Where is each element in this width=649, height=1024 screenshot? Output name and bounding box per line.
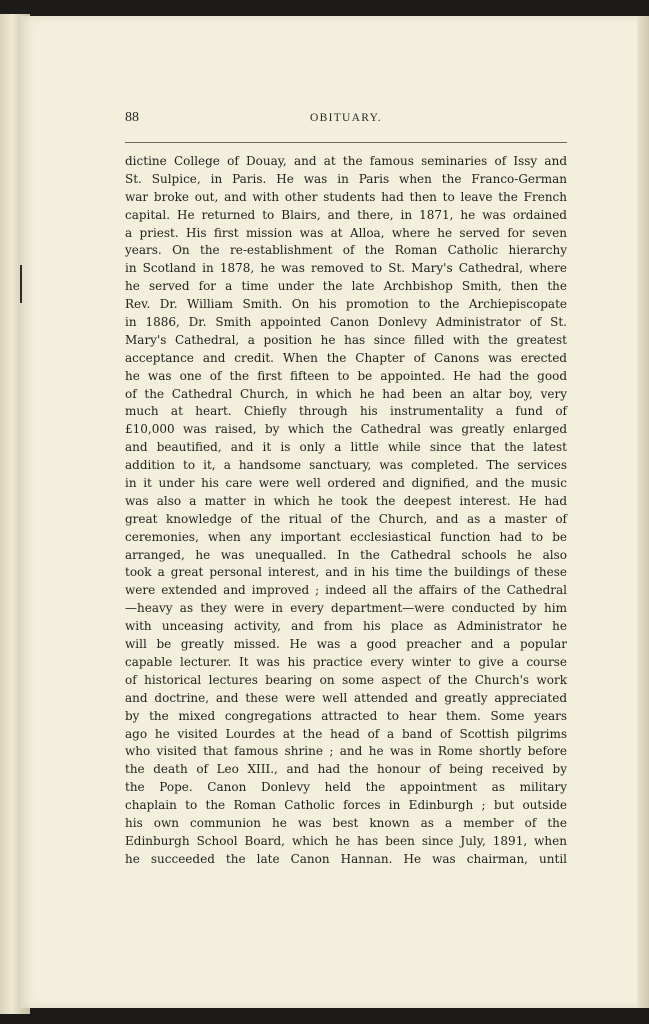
text-line: Rev. Dr. William Smith. On his promotion to the Archiepiscopate [125,297,567,312]
text-line: the death of Leo XIII., and had the honour of being received by [125,762,567,777]
text-line: took a great personal interest, and in his time the buildings of these [125,565,567,580]
text-line: capital. He returned to Blairs, and there, in 1871, he was ordained [125,207,567,222]
text-line: acceptance and credit. When the Chapter of Canons was erected [125,350,567,365]
text-line: ceremonies, when any important ecclesiastical function had to be [125,529,567,544]
text-line: will be greatly missed. He was a good preacher and a popular [125,637,567,652]
text-line: the Pope. Canon Donlevy held the appointment as military [125,780,567,795]
text-line: Mary's Cathedral, a position he has since filled with the greatest [125,332,567,347]
text-line: arranged, he was unequalled. In the Cathedral schools he also [125,547,567,562]
text-line: dictine College of Douay, and at the famous seminaries of Issy and [125,154,567,168]
text-line: addition to it, a handsome sanctuary, was completed. The services [125,458,567,473]
text-line: ago he visited Lourdes at the head of a band of Scottish pilgrims [125,726,567,741]
text-line: who visited that famous shrine ; and he was in Rome shortly before [125,744,567,759]
running-header [125,110,567,130]
text-line: he served for a time under the late Archbishop Smith, then the [125,279,567,294]
text-line: £10,000 was raised, by which the Cathedral was greatly enlarged [125,422,567,437]
text-line: his own communion he was best known as a member of the [125,815,567,830]
text-line: and doctrine, and these were well attended and greatly appreciated [125,690,567,705]
text-line: of historical lectures bearing on some aspect of the Church's work [125,672,567,687]
text-line: by the mixed congregations attracted to hear them. Some years [125,708,567,723]
page-edge-right [637,16,649,1008]
header-title: OBITUARY. [310,112,382,124]
text-line: was also a matter in which he took the deepest interest. He had [125,493,567,508]
binding-mark [20,265,22,303]
text-line: much at heart. Chiefly through his instrumentality a fund of [125,404,567,419]
text-line: were extended and improved ; indeed all the affairs of the Cathedral [125,583,567,598]
text-line: great knowledge of the ritual of the Church, and as a master of [125,511,567,526]
text-line: in 1886, Dr. Smith appointed Canon Donlevy Administrator of St. [125,315,567,330]
text-line: capable lecturer. It was his practice every winter to give a course [125,654,567,669]
text-line: a priest. His first mission was at Alloa, where he served for seven [125,225,567,240]
text-line: war broke out, and with other students had then to leave the French [125,189,567,204]
text-line: —heavy as they were in every department—were conducted by him [125,601,567,616]
text-line: of the Cathedral Church, in which he had been an altar boy, very [125,386,567,401]
text-line: chaplain to the Roman Catholic forces in Edinburgh ; but outside [125,798,567,813]
text-line: in it under his care were well ordered and dignified, and the music [125,476,567,491]
body-text [125,153,567,869]
text-line: St. Sulpice, in Paris. He was in Paris when the Franco-German [125,171,567,186]
page-number: 88 [125,110,139,125]
text-line: and beautified, and it is only a little while since that the latest [125,440,567,455]
text-line: with unceasing activity, and from his place as Administrator he [125,619,567,634]
header-rule [125,142,567,143]
text-line: in Scotland in 1878, he was removed to St. Mary's Cathedral, where [125,261,567,276]
text-line: he succeeded the late Canon Hannan. He was chairman, until [125,851,567,866]
text-line: he was one of the first fifteen to be appointed. He had the good [125,368,567,383]
text-line: Edinburgh School Board, which he has been since July, 1891, when [125,833,567,848]
text-line: years. On the re-establishment of the Roman Catholic hierarchy [125,243,567,258]
